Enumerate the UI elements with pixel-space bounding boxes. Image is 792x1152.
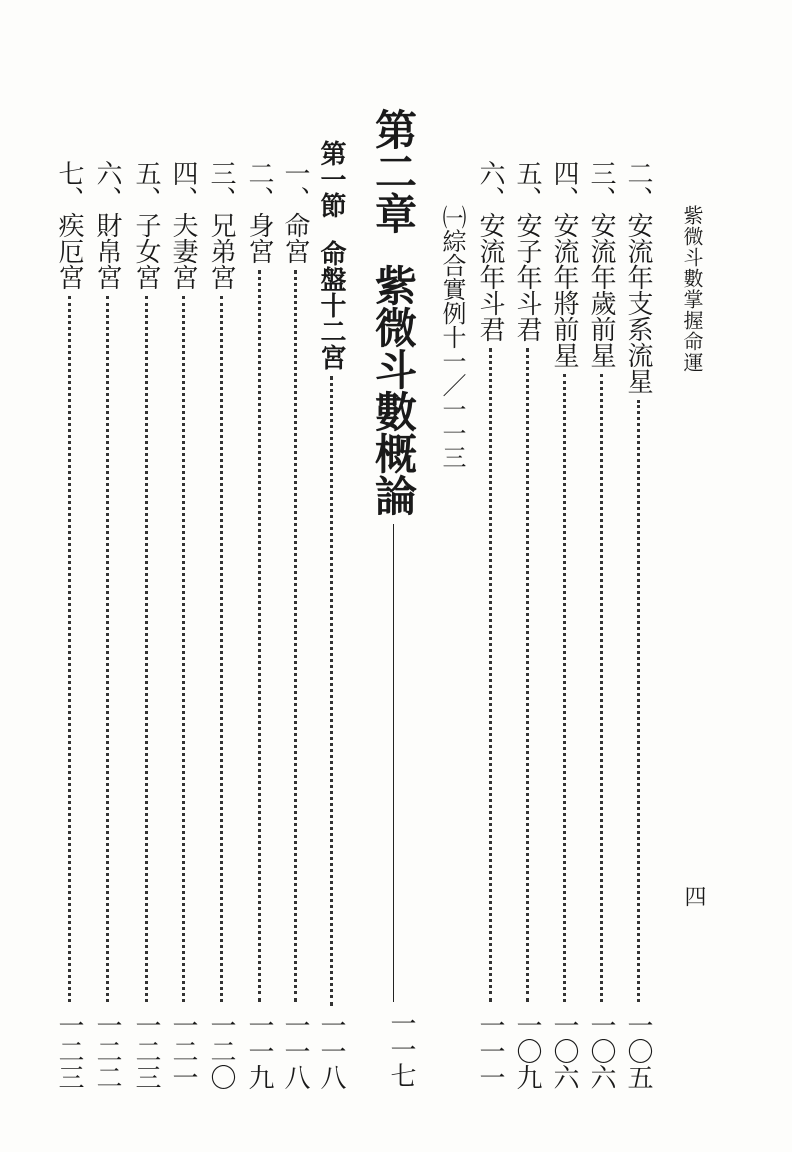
chapter-heading[interactable] [369,108,418,1088]
toc-entry[interactable] [94,160,120,1090]
toc-entry-page: 一二〇 [206,1012,236,1090]
leader-dots [330,376,333,1006]
toc-entry-page: 一〇九 [512,1012,542,1090]
chapter-rule [393,524,394,1002]
toc-entry-label: 二、身宮 [244,160,274,264]
toc-entry-page: 一二一 [168,1012,198,1090]
page-number: 四 [681,885,706,907]
toc-entry-label: 三、兄弟宮 [206,160,236,290]
leader-dots [68,296,71,1002]
toc-entry-page: 一二三 [131,1012,161,1090]
toc-entry[interactable] [514,160,540,1090]
chapter-title: 紫微斗數概論 [369,264,418,516]
leader-dots [600,374,603,1002]
toc-entry-label: 五、安子年斗君 [512,160,542,342]
toc-entry-label: 三、安流年歲前星 [586,160,616,368]
toc-entry[interactable] [551,160,577,1090]
toc-entry[interactable] [170,160,196,1090]
leader-dots [294,270,297,1002]
section-page: 一一八 [316,1012,346,1090]
toc-entry-page: 一〇五 [623,1012,653,1090]
leader-dots [637,400,640,1002]
toc-entry[interactable] [208,160,234,1090]
toc-entry[interactable] [477,160,503,1090]
toc-entry-label: 一、命宮 [280,160,310,264]
chapter-page: 一一七 [386,1010,416,1088]
toc-entry[interactable] [246,160,272,1090]
toc-entry[interactable] [133,160,159,1090]
toc-entry-page: 一一一 [475,1012,505,1090]
toc-entry[interactable] [56,160,82,1090]
toc-entry-label: 二、安流年支系流星 [623,160,653,394]
toc-entry-page: 一二三 [54,1012,84,1090]
toc-entry-page: 一〇六 [549,1012,579,1090]
leader-dots [220,296,223,1002]
section-title: 命盤十二宮 [316,240,346,370]
toc-entry-page: 一一八 [280,1012,310,1090]
chapter-number: 第二章 [369,108,418,234]
section-number: 第一節 [316,140,346,218]
example-note: ㈠綜合實例十一／一一三 [438,205,466,469]
toc-entry[interactable] [625,160,651,1090]
toc-entry-label: 六、財帛宮 [92,160,122,290]
book-title: 紫微斗數掌握命運 [680,205,704,373]
leader-dots [563,374,566,1002]
section-heading[interactable] [318,140,344,1090]
leader-dots [489,348,492,1002]
toc-entry-label: 六、安流年斗君 [475,160,505,342]
toc-entry-label: 四、夫妻宮 [168,160,198,290]
toc-entry[interactable] [282,160,308,1090]
leader-dots [182,296,185,1002]
toc-entry-page: 一〇六 [586,1012,616,1090]
toc-entry-page: 一二二 [92,1012,122,1090]
leader-dots [106,296,109,1002]
toc-entry-page: 一一九 [244,1012,274,1090]
toc-entry-label: 四、安流年將前星 [549,160,579,368]
toc-entry-label: 七、疾厄宮 [54,160,84,290]
leader-dots [526,348,529,1002]
leader-dots [258,270,261,1002]
toc-entry-label: 五、子女宮 [131,160,161,290]
toc-entry[interactable] [588,160,614,1090]
leader-dots [145,296,148,1002]
